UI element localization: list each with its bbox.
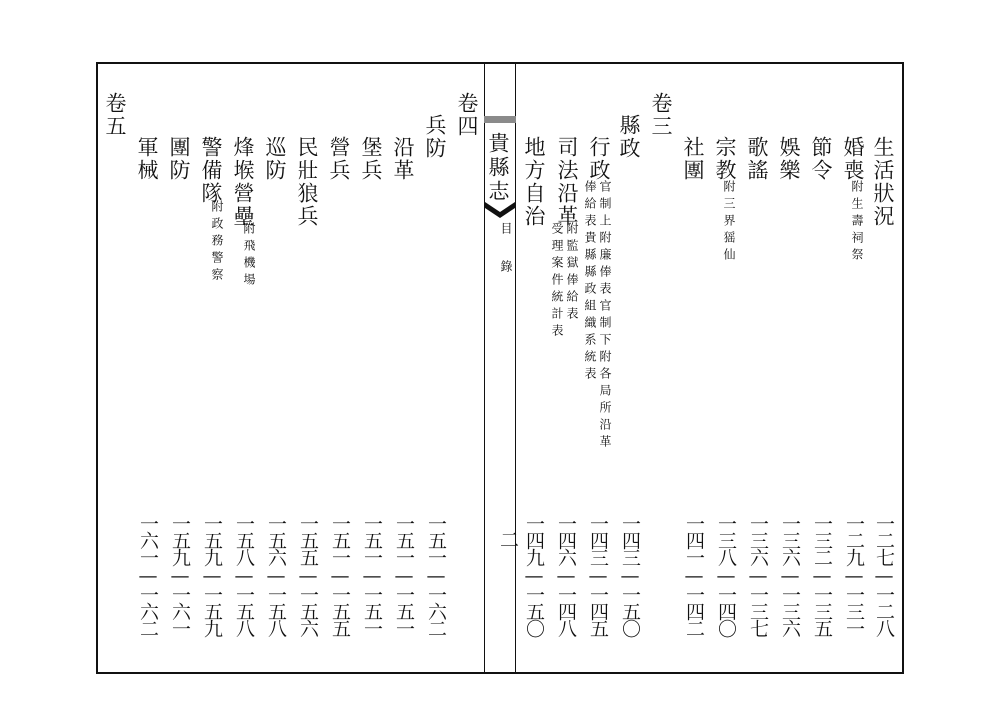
entry-note: 官制上附廉俸表官制下附各局所沿革 [598,180,612,452]
entry-title: 沿革 [391,136,415,182]
gutter-left-line [484,62,485,674]
entry-pages: 一五八—一五八 [233,514,255,636]
entry-pages: 一六一—一六二 [137,514,159,636]
entry-pages: 一二九—一三一 [843,514,865,636]
entry-note: 附飛機場 [242,222,256,290]
gutter-right-line [515,62,516,674]
entry-pages: 一五一—一五一 [361,514,383,636]
entry-pages: 一三六—一三六 [779,514,801,636]
book-title: 貴縣志 [486,132,510,204]
juan-heading: 卷三 [649,92,673,138]
entry-note: 附政務警察 [210,200,224,285]
entry-pages: 一五六—一五八 [265,514,287,636]
entry-title: 歌謠 [745,136,769,182]
entry-title: 縣政 [617,114,641,160]
entry-title: 巡防 [263,136,287,182]
entry-pages: 一三二—一三五 [811,514,833,636]
entry-title: 行政 [587,136,611,182]
entry-title: 地方自治 [522,136,546,228]
entry-pages: 一四六—一四八 [555,514,577,636]
entry-pages: 一五九—一六一 [169,514,191,636]
entry-note: 俸給表貴縣縣政組織系統表 [583,180,597,384]
entry-title: 節令 [809,136,833,182]
entry-title: 宗教 [713,136,737,182]
entry-pages: 一四九—一五〇 [523,514,545,636]
entry-note: 受理案件統計表 [550,222,564,341]
folio-number: 二 [497,530,519,547]
entry-title: 生活狀況 [871,136,895,228]
entry-title: 兵防 [423,114,447,160]
juan-heading: 卷五 [103,92,127,138]
entry-pages: 一四三—一四五 [587,514,609,636]
entry-title: 司法沿革 [555,136,579,228]
entry-pages: 一五九—一五九 [201,514,223,636]
entry-pages: 一三八—一四〇 [715,514,737,636]
entry-note: 附監獄俸給表 [565,222,579,324]
entry-title: 軍械 [135,136,159,182]
entry-pages: 一三六—一三七 [747,514,769,636]
entry-note: 附三界猺仙 [722,180,736,265]
entry-pages: 一五一—一六二 [425,514,447,636]
entry-title: 警備隊 [199,136,223,205]
entry-title: 社團 [681,136,705,182]
entry-title: 民壯狼兵 [295,136,319,228]
fish-tail-mark [483,200,517,220]
entry-title: 堡兵 [359,136,383,182]
entry-title: 婚喪 [841,136,865,182]
entry-note: 附生壽祠祭 [850,180,864,265]
entry-title: 娛樂 [777,136,801,182]
entry-pages: 一五一—一五一 [393,514,415,636]
fish-tail-band [484,116,516,123]
entry-title: 團防 [167,136,191,182]
section-label: 目 錄 [499,222,513,278]
entry-pages: 一五五—一五六 [297,514,319,636]
entry-title: 烽堠營壘 [231,136,255,228]
entry-pages: 一四三—一五〇 [619,514,641,636]
entry-pages: 一二七—一二八 [873,514,895,636]
entry-pages: 一四一—一四二 [683,514,705,636]
entry-title: 營兵 [327,136,351,182]
entry-pages: 一五一—一五五 [329,514,351,636]
juan-heading: 卷四 [455,92,479,138]
